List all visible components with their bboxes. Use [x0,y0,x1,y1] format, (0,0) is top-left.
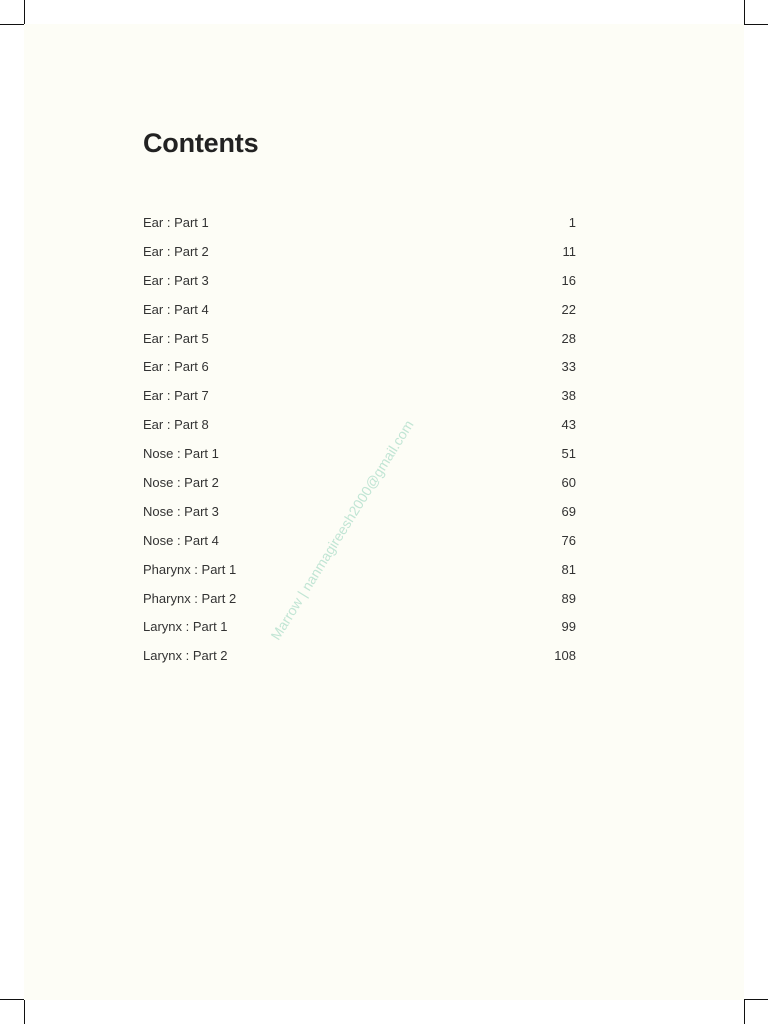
crop-mark-top-right-h [744,24,768,25]
toc-entry-label: Larynx : Part 2 [143,648,228,664]
toc-entry[interactable] [143,648,576,677]
toc-entry-page-number: 22 [561,301,576,317]
toc-entry-page-number: 43 [561,417,576,433]
toc-entry-page-number: 76 [561,532,576,548]
toc-entry-label: Ear : Part 3 [143,272,209,288]
toc-entry-label: Pharynx : Part 1 [143,561,237,577]
crop-mark-bottom-right-v [744,1000,745,1024]
toc-entry-page-number: 33 [561,359,576,375]
page-title: Contents [143,128,259,158]
toc-entry[interactable] [143,302,576,331]
toc-entry-page-number: 28 [561,330,576,346]
toc-entry-page-number: 69 [561,503,576,519]
toc-entry-page-number: 38 [561,388,576,404]
toc-entry-page-number: 11 [562,243,576,259]
toc-entry-page-number: 51 [561,446,576,462]
toc-entry-label: Ear : Part 1 [143,215,209,230]
watermark: Marrow | nanmagireesh2000@gmail.com [267,417,417,643]
toc-entry-page-number: 60 [561,475,576,491]
toc-entry-label: Pharynx : Part 2 [143,590,237,606]
toc-entry[interactable] [143,331,576,360]
toc-entry-label: Nose : Part 2 [143,475,219,491]
toc-entry-page-number: 16 [561,272,576,288]
toc-entry-page-number: 108 [554,648,576,664]
toc-entry-label: Ear : Part 8 [143,417,209,433]
toc-entry[interactable] [143,244,576,273]
toc-entry-label: Nose : Part 3 [143,503,219,519]
table-of-contents [143,215,576,677]
toc-entry-label: Nose : Part 1 [143,446,219,462]
toc-entry[interactable] [143,533,576,562]
crop-mark-bottom-right-h [744,999,768,1000]
toc-entry[interactable] [143,359,576,388]
toc-entry[interactable] [143,417,576,446]
toc-entry[interactable] [143,446,576,475]
toc-entry[interactable] [143,273,576,302]
toc-entry-page-number: 1 [568,215,576,230]
toc-entry[interactable] [143,215,576,244]
toc-entry-label: Ear : Part 6 [143,359,209,375]
toc-entry-label: Larynx : Part 1 [143,619,228,635]
toc-entry[interactable] [143,619,576,648]
toc-entry[interactable] [143,591,576,620]
toc-entry[interactable] [143,562,576,591]
toc-entry-label: Ear : Part 2 [143,243,209,259]
toc-entry-page-number: 81 [561,561,576,577]
crop-mark-top-left-v [24,0,25,24]
crop-mark-top-left-h [0,24,24,25]
toc-entry-label: Ear : Part 4 [143,301,209,317]
crop-mark-bottom-left-v [24,1000,25,1024]
toc-entry-label: Nose : Part 4 [143,532,219,548]
toc-entry[interactable] [143,388,576,417]
toc-entry-label: Ear : Part 7 [143,388,209,404]
toc-entry-label: Ear : Part 5 [143,330,209,346]
toc-entry-page-number: 89 [561,590,576,606]
toc-entry-page-number: 99 [561,619,576,635]
crop-mark-top-right-v [744,0,745,24]
crop-mark-bottom-left-h [0,999,24,1000]
